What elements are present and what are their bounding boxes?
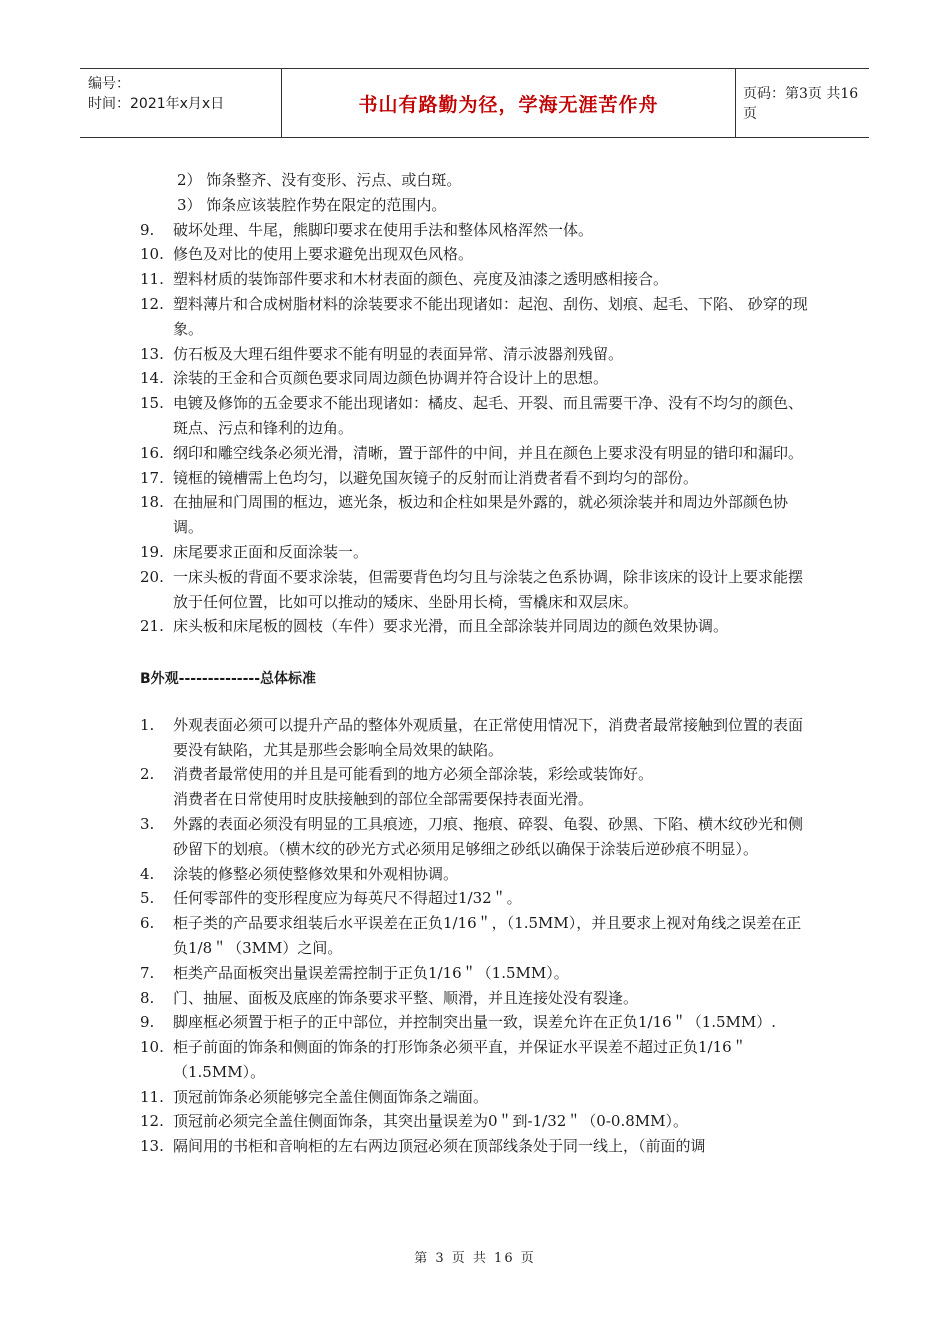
- list-item-number: 20.: [140, 567, 164, 586]
- list-item: [140, 267, 810, 292]
- page-header: [80, 68, 869, 138]
- list-item: [140, 466, 810, 491]
- list-item: [140, 787, 810, 812]
- list-item-number: 2.: [140, 765, 155, 784]
- list-item: [140, 490, 810, 540]
- list-item-number: 13.: [140, 1137, 164, 1156]
- list-item-text: 隔间用的书柜和音响柜的左右两边顶冠必须在顶部线条处于同一线上，（前面的调: [173, 1137, 706, 1156]
- list-item-number: 21.: [140, 617, 164, 636]
- header-motto-cell: [282, 69, 736, 137]
- list-item: [140, 391, 810, 441]
- list-item-number: 19.: [140, 542, 164, 561]
- header-page-number: 页码：第3页 共16页: [743, 86, 859, 122]
- list-item-number: 16.: [140, 443, 164, 462]
- list-item-number: 6.: [140, 914, 155, 933]
- list-item-number: 15.: [140, 394, 164, 413]
- list-item-number: 5.: [140, 889, 155, 908]
- list-item-text: 外观表面必须可以提升产品的整体外观质量，在正常使用情况下，消费者最常接触到位置的表面要没有缺陷，尤其是那些会影响全局效果的缺陷。: [173, 715, 804, 759]
- serial-label: 编号：: [88, 76, 130, 92]
- list-item-number: 14.: [140, 369, 164, 388]
- section-b-title: B外观--------------总体标准: [140, 670, 317, 687]
- list-item-number: 10.: [140, 1038, 164, 1057]
- list-item-number: 9.: [140, 220, 155, 239]
- list-item: [140, 762, 810, 787]
- list-item: [140, 441, 810, 466]
- list-item-text: 任何零部件的变形程度应为每英尺不得超过1/32＂。: [173, 889, 522, 908]
- list-item-number: 7.: [140, 963, 155, 982]
- list-item-text: 外露的表面必须没有明显的工具痕迹，刀痕、拖痕、碎裂、龟裂、砂黑、下陷、横木纹砂光和侧砂留下的划痕。（横木纹的砂光方式必须用足够细之砂纸以确保于涂装后逆砂痕不明显）。: [173, 814, 804, 858]
- list-item-text: 修色及对比的使用上要求避免出现双色风格。: [173, 245, 474, 264]
- list-item: [140, 1134, 810, 1159]
- list-item-number: 1.: [140, 715, 155, 734]
- list-item: [140, 342, 810, 367]
- list-item-number: 10.: [140, 245, 164, 264]
- sub-item: 3） 饰条应该装腔作势在限定的范围内。: [177, 195, 447, 214]
- list-item-number: 17.: [140, 468, 164, 487]
- list-item-text: 电镀及修饰的五金要求不能出现诸如：橘皮、起毛、开裂、而且需要干净、没有不均匀的颜色、斑点、污点和锋利的边角。: [173, 394, 804, 437]
- date-label: 时间：2021年x月x日: [88, 96, 225, 112]
- list-item-number: 13.: [140, 344, 164, 363]
- list-item: [140, 986, 810, 1011]
- list-item: [140, 886, 810, 911]
- list-item-text: 顶冠前必须完全盖住侧面饰条，其突出量误差为0＂到-1/32＂（0-0.8MM）。: [173, 1112, 688, 1131]
- list-item-text: 涂装的修整必须使整修效果和外观相协调。: [173, 864, 459, 883]
- list-item: [140, 812, 810, 862]
- list-a: [140, 218, 810, 640]
- sub-item: 2） 饰条整齐、没有变形、污点、或白斑。: [177, 171, 462, 189]
- list-item: [140, 713, 810, 763]
- list-item-text: 柜子前面的饰条和侧面的饰条的打形饰条必须平直，并保证水平误差不超过正负1/16＂（1.5MM）。: [173, 1038, 747, 1081]
- list-item: [140, 540, 810, 565]
- list-item-text: 脚座框必须置于柜子的正中部位，并控制突出量一致，误差允许在正负1/16＂（1.5MM）.: [173, 1013, 777, 1032]
- list-item-text: 柜类产品面板突出量误差需控制于正负1/16＂（1.5MM）。: [173, 963, 569, 982]
- list-item: [140, 565, 810, 615]
- list-item-number: 11.: [140, 1087, 164, 1106]
- page-footer: 第 3 页 共 16 页: [414, 1251, 536, 1266]
- list-item-text: 破坏处理、牛尾，熊脚印要求在使用手法和整体风格浑然一体。: [173, 220, 594, 239]
- list-item-number: 3.: [140, 814, 155, 833]
- list-item-text: 镜框的镜槽需上色均匀，以避免国灰镜子的反射而让消费者看不到均匀的部份。: [173, 468, 699, 487]
- list-item-text: 塑料薄片和合成树脂材料的涂装要求不能出现诸如：起泡、刮伤、划痕、起毛、下陷、 砂穿的现象。: [173, 294, 808, 338]
- list-item: [140, 1035, 810, 1085]
- list-item: [140, 1010, 810, 1035]
- list-item: [140, 366, 810, 391]
- header-info-cell: [80, 69, 282, 137]
- header-motto: 书山有路勤为径，学海无涯苦作舟: [358, 93, 659, 116]
- list-item-number: 4.: [140, 864, 155, 883]
- list-item-text: 消费者最常使用的并且是可能看到的地方必须全部涂装，彩绘或装饰好。: [173, 765, 654, 784]
- list-item: [140, 614, 810, 639]
- list-item-text: 顶冠前饰条必须能够完全盖住侧面饰条之端面。: [173, 1087, 489, 1106]
- list-b: [140, 713, 810, 1159]
- document-body: [140, 168, 810, 1159]
- list-item-number: 18.: [140, 493, 164, 512]
- list-item: [140, 292, 810, 342]
- list-item: [140, 961, 810, 986]
- list-item-text: 消费者在日常使用时皮肤接触到的部位全部需要保持表面光滑。: [173, 790, 594, 809]
- header-page-cell: [736, 69, 869, 137]
- list-item-text: 一床头板的背面不要求涂装，但需要背色均匀且与涂装之色系协调，除非该床的设计上要求能摆放于任何位置，比如可以推动的矮床、坐卧用长椅，雪橇床和双层床。: [173, 567, 804, 611]
- list-item: [140, 1085, 810, 1110]
- list-item-number: 11.: [140, 270, 164, 289]
- list-item-text: 塑料材质的装饰部件要求和木材表面的颜色、亮度及油漆之透明感相接合。: [173, 270, 669, 289]
- list-item-text: 柜子类的产品要求组装后水平误差在正负1/16＂，（1.5MM），并且要求上视对角线之误差在正负1/8＂（3MM）之间。: [173, 914, 802, 957]
- list-item-number: 12.: [140, 294, 164, 313]
- list-item-text: 涂装的王金和合页颜色要求同周边颜色协调并符合设计上的思想。: [173, 369, 609, 388]
- list-item: [140, 242, 810, 267]
- list-item: [140, 862, 810, 887]
- list-item: [140, 1109, 810, 1134]
- list-item-number: 12.: [140, 1112, 164, 1131]
- list-item-text: 床尾要求正面和反面涂装一。: [173, 542, 369, 561]
- list-item-number: 8.: [140, 988, 155, 1007]
- list-item-text: 在抽屉和门周围的框边，遮光条，板边和企柱如果是外露的，就必须涂装并和周边外部颜色协调。: [173, 493, 789, 537]
- list-item: [140, 218, 810, 243]
- list-item: [140, 911, 810, 961]
- list-item-number: 9.: [140, 1013, 155, 1032]
- list-item-text: 门、抽屉、面板及底座的饰条要求平整、顺滑，并且连接处没有裂逢。: [173, 988, 639, 1007]
- list-item-text: 床头板和床尾板的圆枝（车件）要求光滑，而且全部涂装并同周边的颜色效果协调。: [173, 617, 729, 636]
- list-item-text: 纲印和雕空线条必须光滑，清晰，置于部件的中间，并且在颜色上要求没有明显的错印和漏印。: [173, 443, 804, 462]
- list-item-text: 仿石板及大理石组件要求不能有明显的表面异常、清示波器剂残留。: [173, 344, 624, 363]
